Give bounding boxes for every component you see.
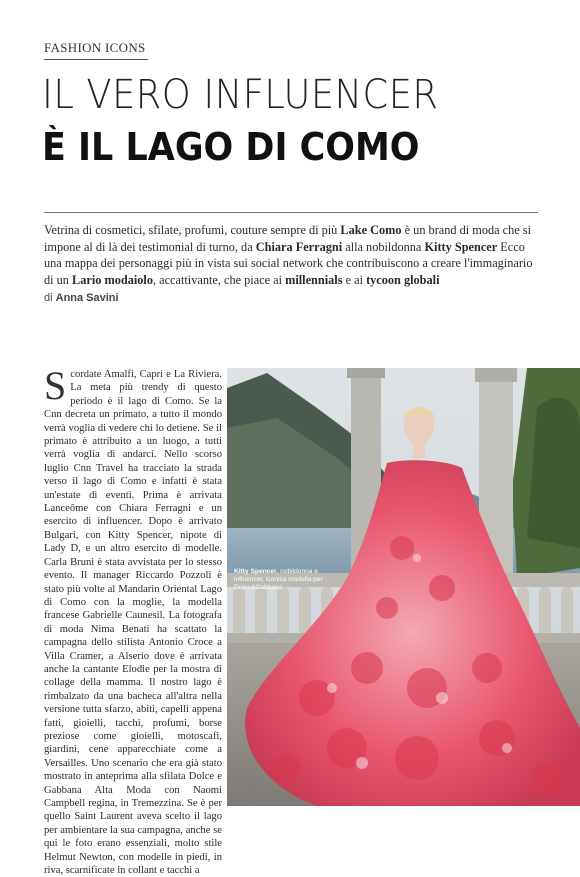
headline-line-1: IL VERO INFLUENCER [42,72,439,118]
dek-highlight: Kitty Spencer [424,239,498,254]
headline-line-2: È IL LAGO DI COMO [42,125,420,169]
dek-text: è un brand di moda che si impone al di là dei testimonial di turno, da [44,223,532,254]
caption-text: , nobildonna e influencer, iconica modella per Dolce&Gabbana [234,568,323,592]
dek-highlight: millennials [285,272,343,287]
byline-author: Anna Savini [55,292,119,304]
dek-text: Vetrina di cosmetici, sfilate, profumi, couture sempre di più [44,223,341,237]
section-rule [44,59,148,60]
dek-highlight: Lake Como [340,223,402,237]
photo-caption [234,568,329,593]
dek-text: e ai [342,272,367,287]
article-body [44,363,222,877]
dek-rule [44,212,538,213]
byline [44,292,119,304]
caption-name: Kitty Spencer [234,568,277,575]
dek-text: alla nobildonna [342,239,425,254]
section-label: FASHION ICONS [44,40,146,55]
article-body-text: cordate Amalfi, Capri e La Riviera. La meta più trendy di questo periodo è il lago di Como. Se la Cnn decreta un primato, a tutto il mondo verrà voglia di vedere chi lo detiene. Se il primato è attribuito a un luogo, a tutti verrà voglia di andarci. Nello scorso luglio Cnn Travel ha tracciato la strada verso il lago di Como e infatti è stata un'estate di eventi. Prima è arrivata Lanceôme con Chiara Ferragni e un esercito di influencer. Dopo è arrivato Bulgari, con Kitty Spencer, nipote di Lady D, e un altro esercito di modelle. Carla Bruni è stata avvistata per lo stesso evento. Il manager Riccardo Pozzoli è stato più volte al Mandarin Oriental Lago di Como con la moglie, la modella francese Gabrielle Caunesil. La fotografa di moda Nima Benati ha scattato la campagna dello stilista Antonio Croce a Villa Cramer, a Alserio dove è arrivata anche la cantante Elodie per la mostra di collage della mamma. Il nostro lago è rimbalzato da una bacheca all'altra nella versione tutta sfarzo, abiti, capelli appena fatti, gioielli, tacchi, profumi, borse preziose come gioielli, motoscafi, giardini, cene apparecchiate come a Versailles. Uno scenario che era già stato mostrato in anteprima alla sfilata Dolce e Gabbana Alta Moda con Naomi Campbell regina, in Tremezzina. Se è per quello Saint Laurent aveva scelto il lago per ambientare la sua campagna, anche se qui le foto erano essenziali, molto stile Helmut Newton, con modelle in piedi, in riva, scarnificate in collant e tacchi a [44,369,222,877]
byline-prefix: di [44,292,56,304]
dek-highlight: Lario modaiolo [72,272,153,287]
article-dek [44,222,544,288]
dek-highlight: Chiara Ferragni [255,239,343,254]
dek-text: , accattivante, che piace ai [152,272,286,287]
dek-highlight: tycoon globali [366,272,440,287]
drop-cap: S [44,363,67,408]
dek-text: Ecco una mappa dei personaggi più in vista sui social network che contribuiscono a creare l'immaginario di un [44,239,533,287]
